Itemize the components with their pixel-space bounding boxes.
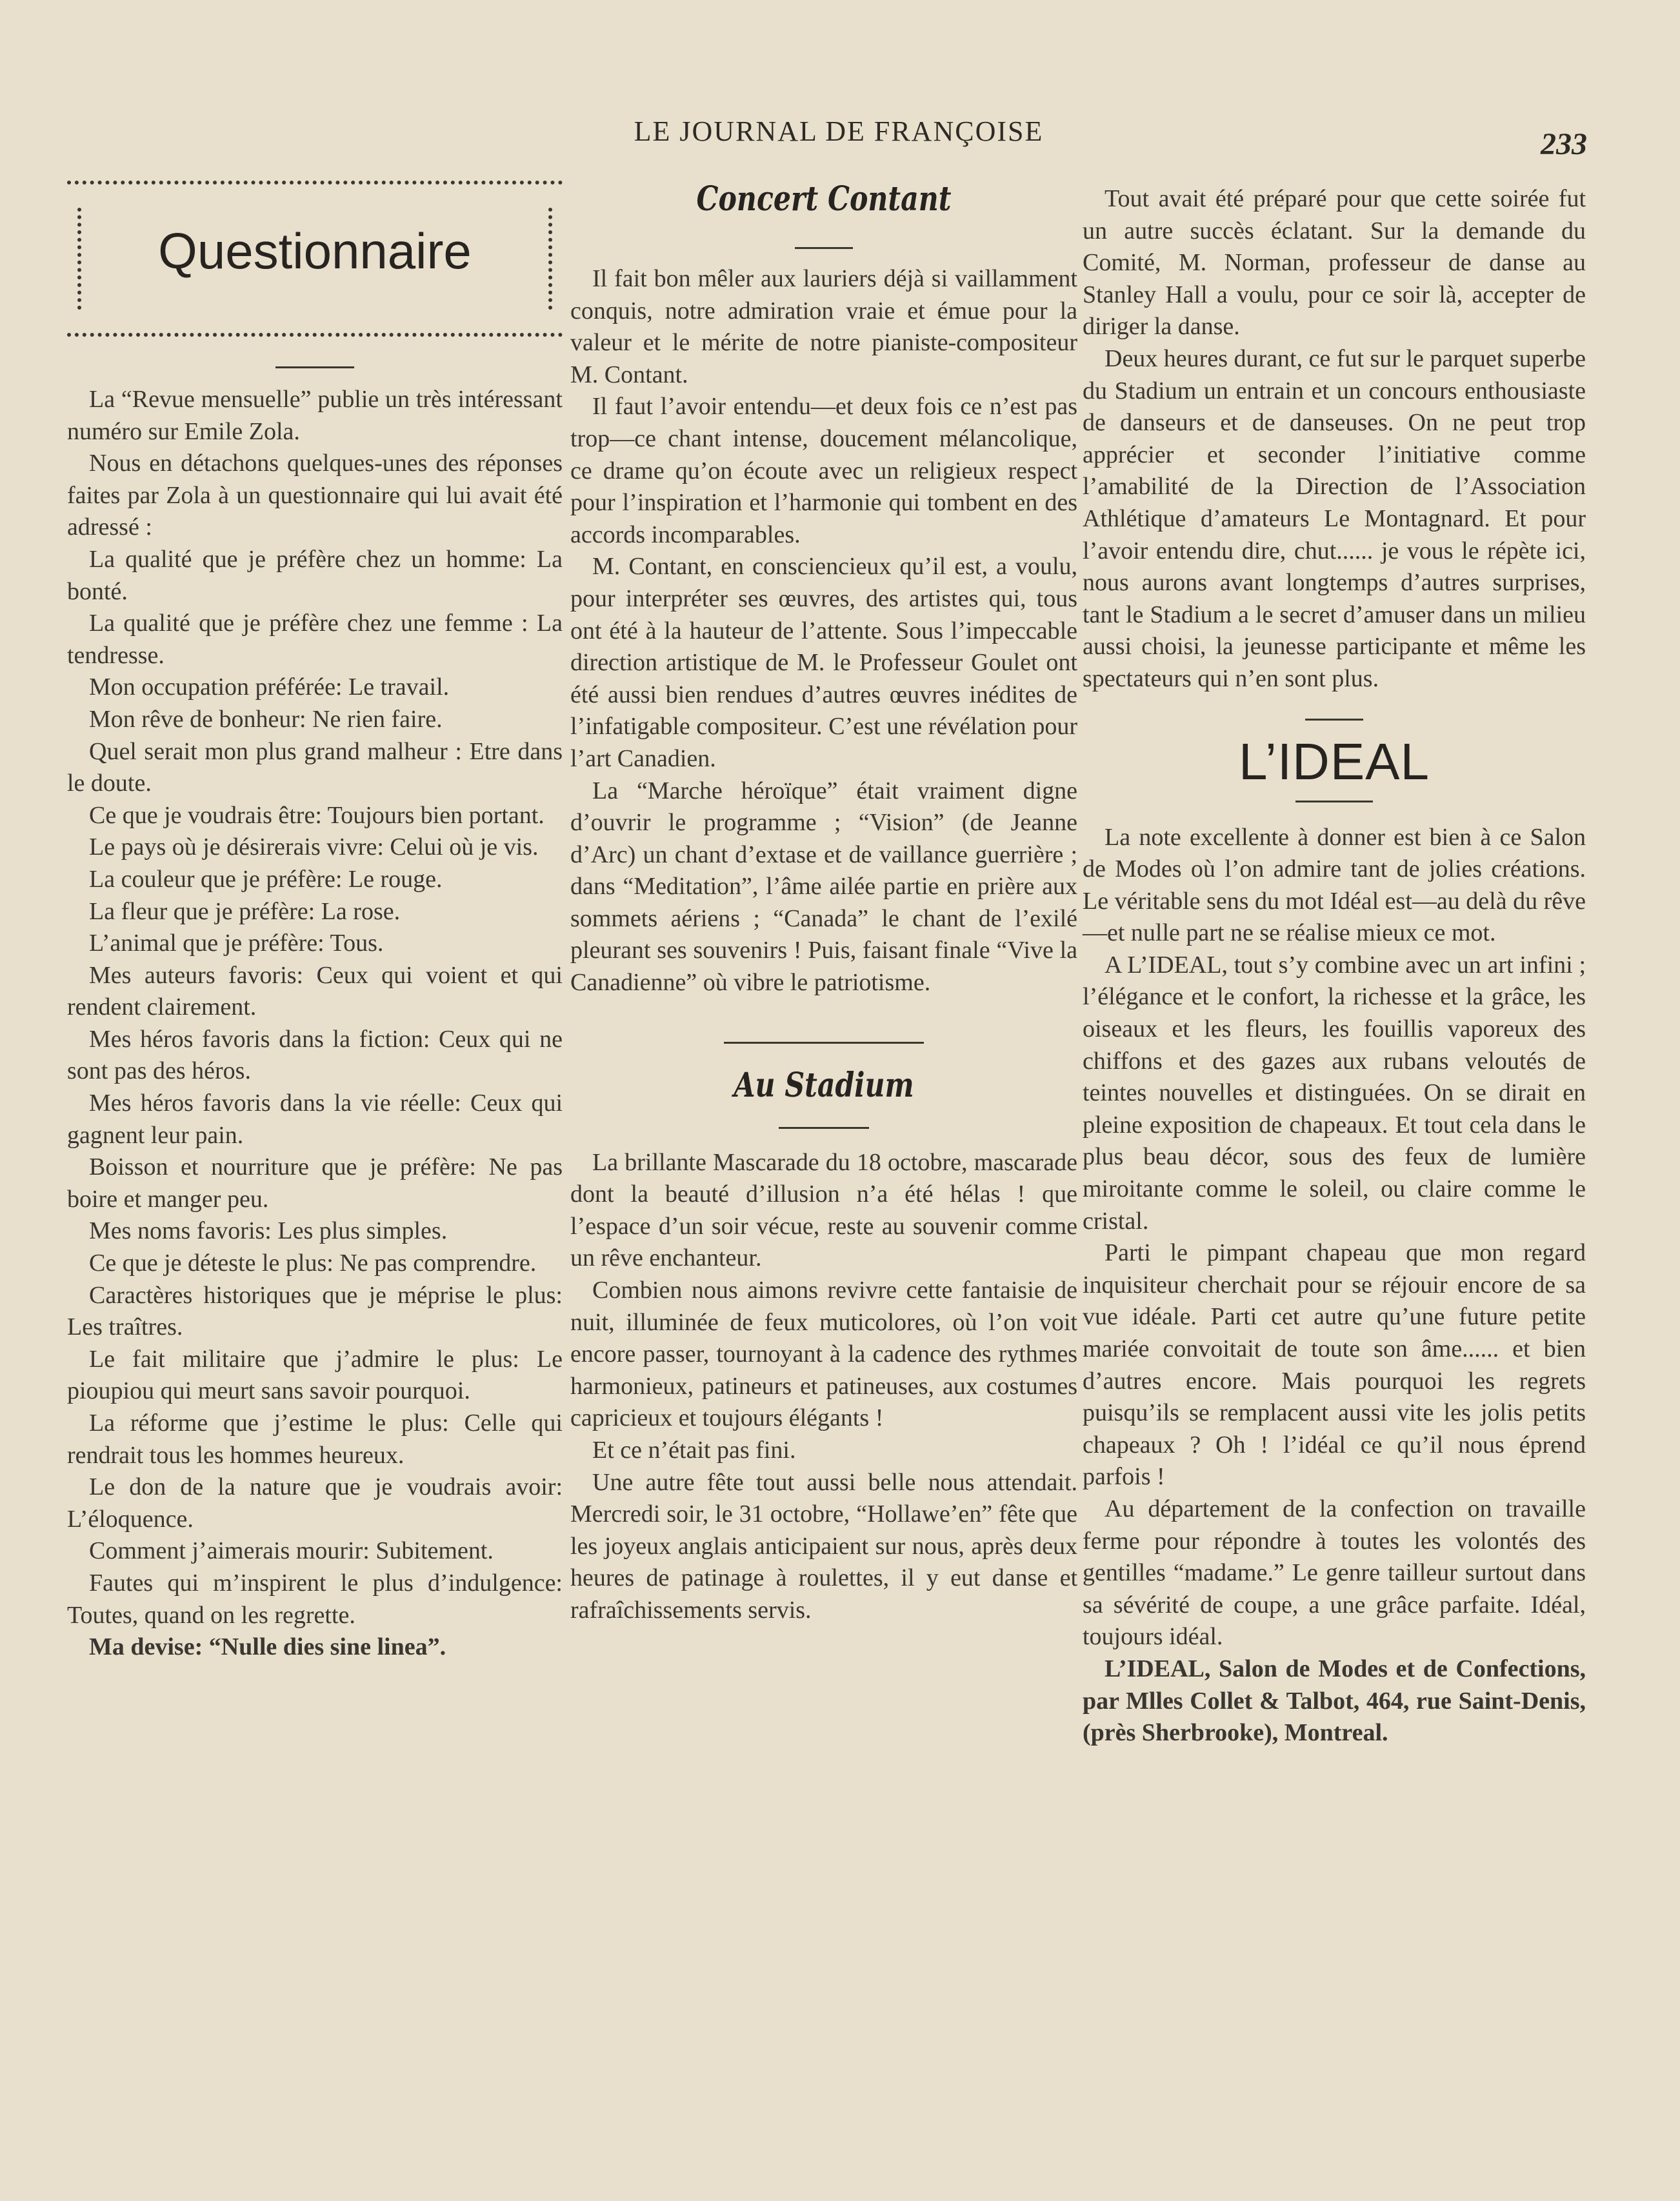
questionnaire-answer: La couleur que je préfère: Le rouge. — [89, 865, 443, 893]
questionnaire-answer: Fautes qui m’inspirent le plus d’indulgence: Toutes, quand on les regrette. — [67, 1569, 563, 1629]
concert-paragraph: M. Contant, en consciencieux qu’il est, a voulu, pour interpréter ses œuvres, des artistes qui, tous ont été à la hauteur de l’attente. Sous l’impeccable direction artistique de M. le Professeur Goulet ont été aussi bien rendues d’autres œuvres inédites de l’infatigable compositeur. C’est une révélation pour l’art Canadien. — [570, 553, 1077, 772]
questionnaire-answer: La qualité que je préfère chez une femme : La tendresse. — [67, 610, 563, 669]
questionnaire-answer: Le fait militaire que j’admire le plus: Le pioupiou qui meurt sans savoir pourquoi. — [67, 1345, 563, 1405]
ideal-title: L’IDEAL — [1238, 732, 1430, 790]
questionnaire-answer: La qualité que je préfère chez un homme: La bonté. — [67, 545, 563, 605]
ideal-address: L’IDEAL, Salon de Modes et de Confections, par Mlles Collet & Talbot, 464, rue Saint-Denis, (près Sherbrooke), Montreal. — [1083, 1655, 1586, 1747]
questionnaire-answer: Comment j’aimerais mourir: Subitement. — [89, 1537, 494, 1565]
ideal-paragraph: Au département de la confection on travaille ferme pour répondre à toutes les volontés des gentilles “madame.” Le genre tailleur surtout dans sa sévérité de coupe, a une grâce parfaite. Idéal, toujours idéal. — [1083, 1495, 1586, 1651]
stadium-paragraph: Et ce n’était pas fini. — [592, 1437, 796, 1464]
questionnaire-answer: Mon occupation préférée: Le travail. — [89, 673, 450, 701]
questionnaire-answer: Mes héros favoris dans la fiction: Ceux qui ne sont pas des héros. — [67, 1025, 563, 1085]
column-stadium-ideal — [1083, 168, 1586, 1749]
ideal-paragraph: A L’IDEAL, tout s’y combine avec un art infini ; l’élégance et le confort, la richesse et la grâce, les oiseaux et les fleurs, les fouillis vaporeux des chiffons et des gazes aux rubans veloutés de teintes nouvelles et distinguées. On se dirait en pleine exposition de chapeaux. Et tout cela dans le plus beau décor, sous des feux de lumière miroitante comme le soleil, ou claire comme le cristal. — [1083, 951, 1586, 1235]
questionnaire-answer: Le pays où je désirerais vivre: Celui où je vis. — [89, 833, 539, 861]
stadium-paragraph: Combien nous aimons revivre cette fantaisie de nuit, illuminée de feux muticolores, où l’on voit encore passer, tournoyant à la cadence des rythmes harmonieux, patineurs et patineuses, aux costumes capricieux et toujours élégants ! — [570, 1277, 1077, 1432]
questionnaire-answer: La fleur que je préfère: La rose. — [89, 897, 401, 925]
questionnaire-answer: Ce que je déteste le plus: Ne pas comprendre. — [89, 1250, 537, 1277]
questionnaire-paragraph: Nous en détachons quelques-unes des réponses faites par Zola à un questionnaire qui lui avait été adressé : — [67, 450, 563, 541]
questionnaire-answer: Boisson et nourriture que je préfère: Ne pas boire et manger peu. — [67, 1153, 563, 1213]
concert-paragraph: Il faut l’avoir entendu—et deux fois ce n’est pas trop—ce chant intense, doucement mélancolique, ce drame qu’on écoute avec un religieux respect pour l’inspiration et l’harmonie qui tombent en des accords incomparables. — [570, 393, 1077, 548]
questionnaire-answer: L’animal que je préfère: Tous. — [89, 930, 384, 957]
stadium-title: Au Stadium — [734, 1065, 914, 1105]
section-divider — [779, 1127, 869, 1129]
stadium-paragraph: Tout avait été préparé pour que cette soirée fut un autre succès éclatant. Sur la demande du Comité, M. Norman, professeur de danse au Stanley Hall a voulu, pour ce soir là, accepter de diriger la danse. — [1083, 185, 1586, 341]
section-divider — [1295, 801, 1373, 802]
page-number: 233 — [1541, 127, 1587, 161]
column-concert-stadium — [570, 168, 1077, 1627]
ideal-paragraph: La note excellente à donner est bien à ce Salon de Modes où l’on admire tant de jolies créations. Le véritable sens du mot Idéal est—au delà du rêve—et nulle part ne se réalise mieux ce mot. — [1083, 823, 1586, 947]
stadium-paragraph: Deux heures durant, ce fut sur le parquet superbe du Stadium un entrain et un concours enthousiaste de danseurs et de danseuses. On ne peut trop apprécier et seconder l’initiative comme l’amabilité de la Direction de l’Association Athlétique d’amateurs Le Montagnard. Et pour l’avoir entendu dire, chut...... je vous le répète ici, nous aurons avant longtemps d’autres surprises, tant le Stadium a le secret d’amuser dans un milieu aussi choisi, la jeunesse participante et même les spectateurs qui n’en sont plus. — [1083, 344, 1586, 692]
running-head: LE JOURNAL DE FRANÇOISE — [634, 115, 1044, 147]
section-divider — [275, 366, 354, 368]
questionnaire-title-frame — [67, 181, 563, 337]
questionnaire-title: Questionnaire — [158, 223, 472, 279]
questionnaire-answer: Mes héros favoris dans la vie réelle: Ceux qui gagnent leur pain. — [67, 1090, 563, 1149]
section-divider — [795, 247, 853, 249]
stadium-paragraph: Une autre fête tout aussi belle nous attendait. Mercredi soir, le 31 octobre, “Hollawe’en” fête que les joyeux anglais anticipaient sur nous, après deux heures de patinage à roulettes, il y eut danse et rafraîchissements servis. — [570, 1468, 1077, 1624]
questionnaire-motto: Ma devise: “Nulle dies sine linea”. — [89, 1633, 446, 1661]
questionnaire-answer: Le don de la nature que je voudrais avoir: L’éloquence. — [67, 1473, 563, 1533]
concert-paragraph: La “Marche héroïque” était vraiment digne d’ouvrir le programme ; “Vision” (de Jeanne d’Arc) un chant d’extase et de vaillance guerrière ; dans “Meditation”, l’âme ailée partie en prière aux sommets aériens ; “Canada” le chant de l’exilé pleurant ses souvenirs ! Puis, faisant finale “Vive la Canadienne” où vibre le patriotisme. — [570, 777, 1077, 997]
concert-paragraph: Il fait bon mêler aux lauriers déjà si vaillamment conquis, notre admiration vraie et émue pour la valeur et le mérite de notre pianiste-compositeur M. Contant. — [570, 265, 1077, 388]
stadium-paragraph: La brillante Mascarade du 18 octobre, mascarade dont la beauté d’illusion n’a été hélas ! que l’espace d’un soir vécue, reste au souvenir comme un rêve enchanteur. — [570, 1148, 1077, 1272]
section-divider — [724, 1042, 924, 1044]
questionnaire-answer: La réforme que j’estime le plus: Celle qui rendrait tous les hommes heureux. — [67, 1409, 563, 1469]
concert-title: Concert Contant — [696, 179, 952, 219]
column-questionnaire — [67, 168, 563, 1664]
questionnaire-answer: Mes noms favoris: Les plus simples. — [89, 1217, 448, 1245]
questionnaire-answer: Mes auteurs favoris: Ceux qui voient et qui rendent clairement. — [67, 961, 563, 1021]
section-divider — [1305, 719, 1363, 721]
questionnaire-answer: Quel serait mon plus grand malheur : Etre dans le doute. — [67, 737, 563, 797]
questionnaire-answer: Caractères historiques que je méprise le plus: Les traîtres. — [67, 1281, 563, 1341]
questionnaire-answer: Ce que je voudrais être: Toujours bien portant. — [89, 801, 545, 829]
ideal-paragraph: Parti le pimpant chapeau que mon regard inquisiteur cherchait pour se réjouir encore de sa vue idéale. Parti cet autre qu’une future petite mariée convoitait de toute son âme...... et bien d’autres encore. Mais pourquoi les regrets puisqu’ils se remplacent aussi vite les jolis petits chapeaux ? Oh ! l’idéal ce qu’il nous éprend parfois ! — [1083, 1239, 1586, 1491]
questionnaire-answer: Mon rêve de bonheur: Ne rien faire. — [89, 705, 443, 733]
questionnaire-paragraph: La “Revue mensuelle” publie un très intéressant numéro sur Emile Zola. — [67, 386, 563, 445]
